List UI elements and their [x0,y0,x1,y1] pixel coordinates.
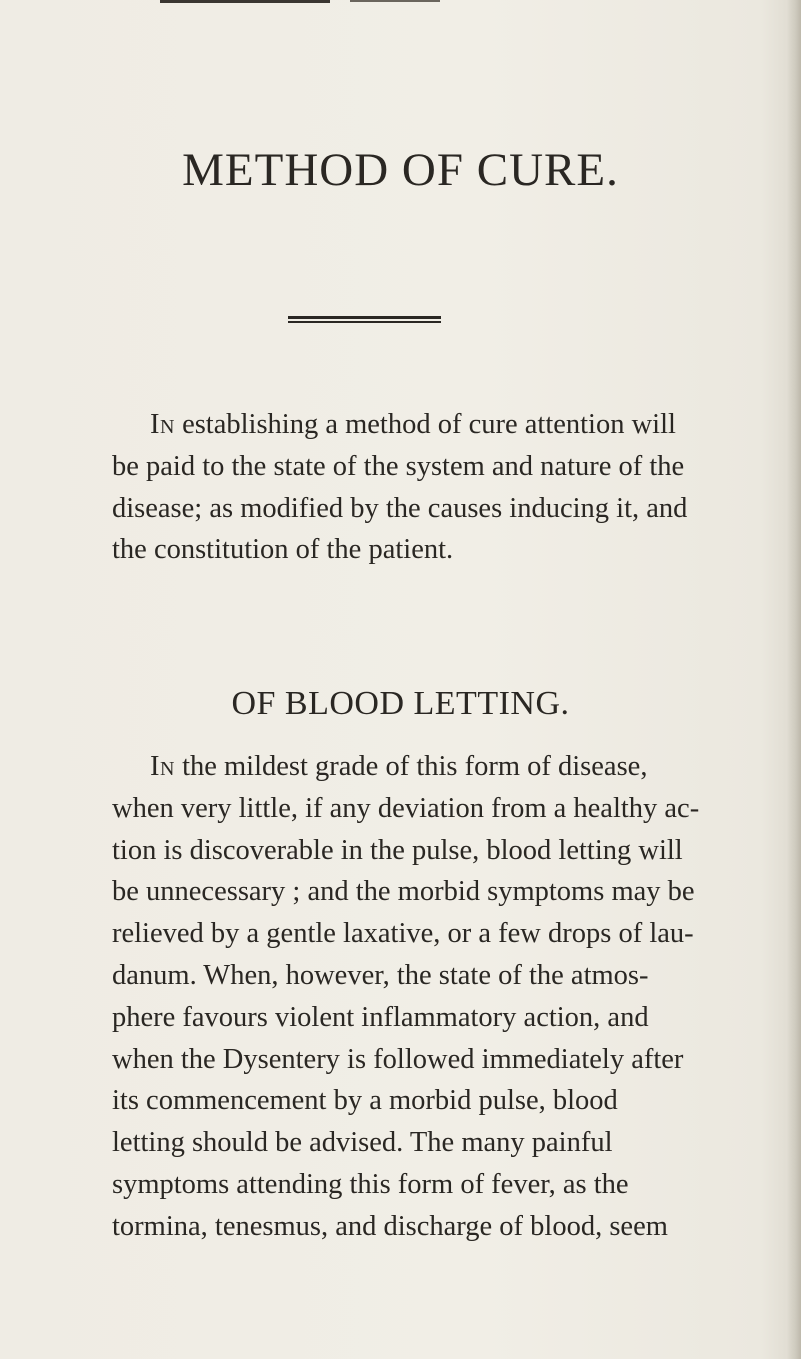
paragraph-line [112,404,794,446]
paragraph-line: tion is discoverable in the pulse, blood letting will [112,834,683,866]
paragraph-line: be paid to the state of the system and nature of the [112,450,685,482]
paragraph-line: danum. When, however, the state of the atmos- [112,959,649,991]
top-rule [160,0,330,3]
paragraph-line: relieved by a gentle laxative, or a few drops of lau- [112,918,694,950]
paragraph-text: establishing a method of cure attention will [182,409,676,440]
paragraph-text: the mildest grade of this form of disease, [182,751,648,782]
paragraph-lead: In [150,409,175,440]
paragraph-line: tormina, tenesmus, and discharge of blood, seem [112,1210,668,1242]
paragraph-line: phere favours violent inflammatory action, and [112,1001,649,1033]
paragraph-line: its commencement by a morbid pulse, blood [112,1085,618,1117]
intro-paragraph [112,404,794,571]
paragraph-lead: In [150,751,175,782]
paragraph-line: disease; as modified by the causes inducing it, and [112,492,688,524]
paragraph-line: when the Dysentery is followed immediately after [112,1043,684,1075]
paragraph-line: when very little, if any deviation from a healthy ac- [112,792,700,824]
paragraph-line: be unnecessary ; and the morbid symptoms may be [112,876,695,908]
paragraph-line: the constitution of the patient. [112,534,454,566]
section-heading: OF BLOOD LETTING. [231,685,570,722]
blood-letting-paragraph [112,746,794,1248]
paragraph-line: letting should be advised. The many painful [112,1127,613,1159]
top-rule-secondary [350,0,440,2]
title-divider [288,316,441,323]
paragraph-line [112,746,794,788]
page-title: METHOD OF CURE. [182,144,619,196]
paragraph-line: symptoms attending this form of fever, as the [112,1168,629,1200]
